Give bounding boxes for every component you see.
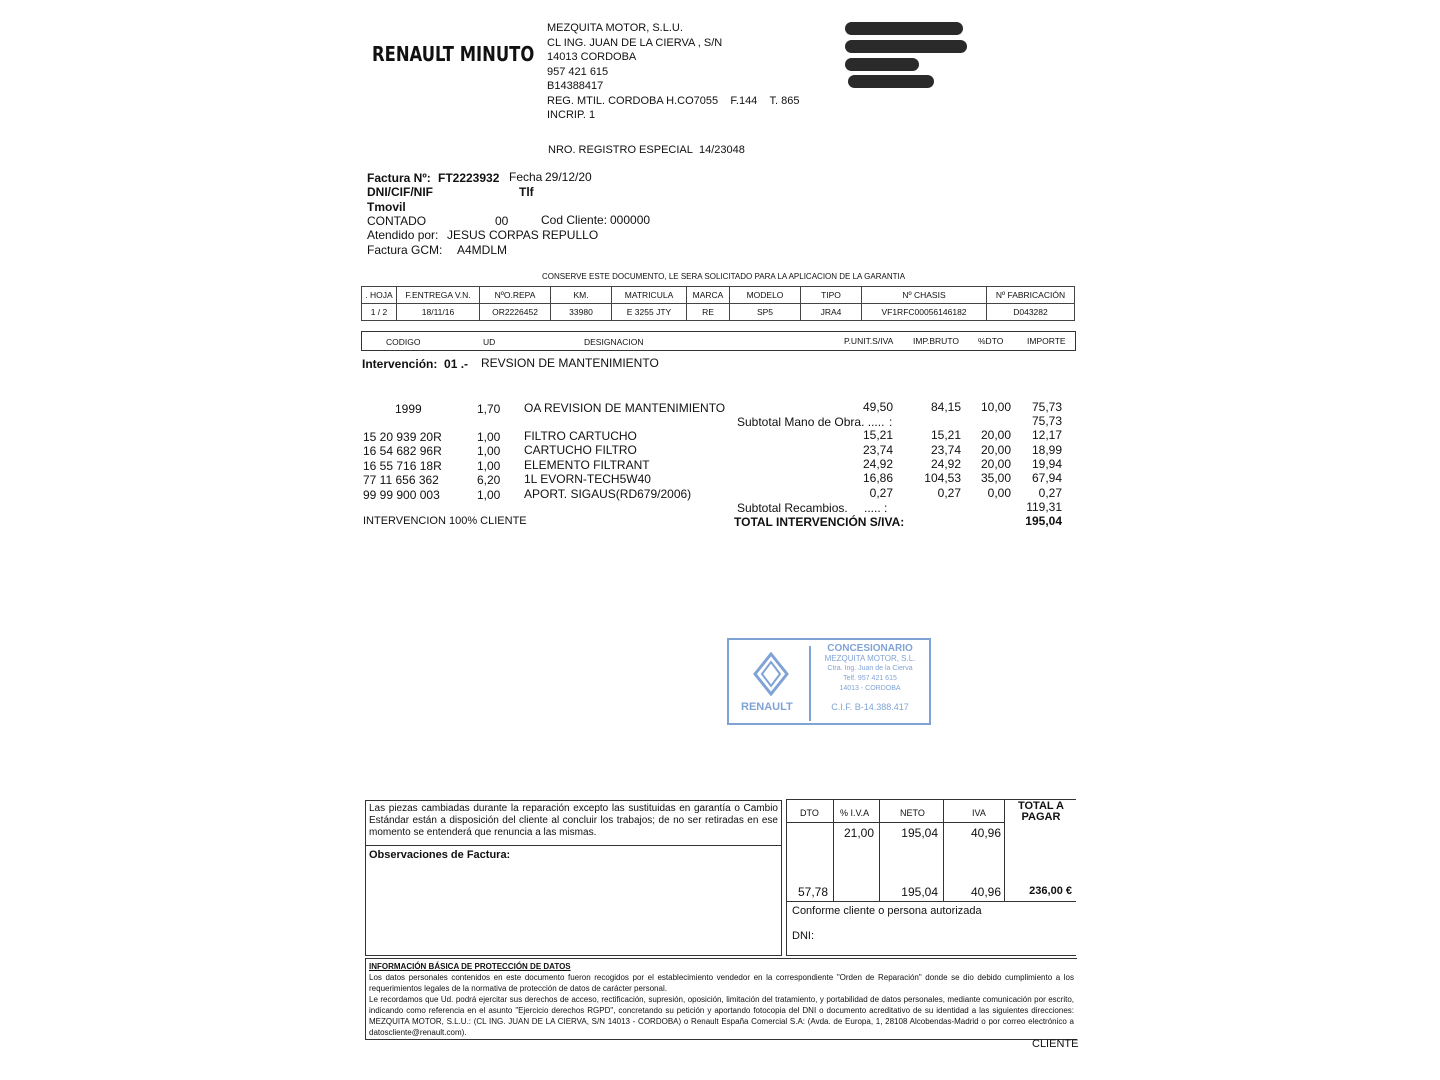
fecha-value: 29/12/20 [545, 170, 592, 184]
part-desc: APORT. SIGAUS(RD679/2006) [524, 487, 692, 501]
renault-diamond-icon [751, 652, 791, 696]
fecha-label: Fecha [509, 170, 543, 184]
privacy-paragraph-2: Le recordamos que Ud. podrá ejercitar sus derechos de acceso, rectificación, supresión, oposición, limitación del tratamiento, y portabilidad de datos personales, mediante comunicación por escrito, indicando como referencia en el asunto "Ejercicio derechos RGPD", concretando su petición y aportando fotocopia del DNI o documento acreditativo de su identidad a las siguientes direcciones: MEZQUITA MOTOR, S.L.U.: (CL ING. JUAN DE LA CIERVA, S/N 14013 - CORDOBA) o Renault España Comercial S.A: (Avda. de Europa, 1, 28108 Alcobendas-Madrid o por correo electrónico a datoscliente@renault.com). [369, 995, 1074, 1037]
redacted-customer-city [845, 58, 919, 71]
totals-row2-neto: 195,04 [901, 885, 938, 899]
totals-row1-iva-pct: 21,00 [843, 826, 874, 840]
privacy-title: INFORMACIÓN BÁSICA DE PROTECCIÓN DE DATOS [369, 962, 571, 971]
total-a-pagar-value: 236,00 € [1029, 885, 1072, 897]
part-desc: ELEMENTO FILTRANT [524, 458, 650, 472]
observaciones-box [365, 845, 782, 956]
contado-value: 00 [495, 214, 509, 228]
intervencion-label-text: Intervención: [362, 357, 438, 371]
company-line: CL ING. JUAN DE LA CIERVA , S/N [547, 36, 723, 49]
intervencion-cliente: INTERVENCION 100% CLIENTE [363, 515, 527, 527]
dni-sign-label: DNI: [792, 930, 814, 942]
value-modelo: SP5 [730, 304, 801, 321]
part-code: 77 11 656 362 [363, 473, 439, 487]
subtotal-recambios-value: 119,31 [1026, 500, 1062, 514]
totals-header-iva-pct: % I.V.A [840, 808, 870, 818]
col-codigo: CODIGO [386, 337, 421, 347]
atendido-label: Atendido por: [367, 228, 439, 242]
stamp-line: MEZQUITA MOTOR, S.L. [824, 654, 916, 663]
part-importe: 0,27 [1038, 486, 1062, 500]
header-fabricacion: Nº FABRICACIÓN [987, 287, 1075, 304]
part-punit: 24,92 [862, 457, 893, 471]
redacted-customer-street [845, 40, 967, 53]
col-bruto: IMP.BRUTO [913, 336, 959, 346]
header-entrega: F.ENTREGA V.N. [397, 287, 480, 304]
header-tipo: TIPO [801, 287, 862, 304]
registro-especial-label: NRO. REGISTRO ESPECIAL [548, 144, 693, 156]
totals-row1-neto: 195,04 [901, 826, 938, 840]
stamp-line: C.I.F. B-14.388.417 [831, 702, 909, 712]
part-punit: 16,86 [862, 471, 893, 485]
part-importe: 67,94 [1031, 471, 1062, 485]
registry-mercantil: REG. MTIL. CORDOBA H.CO7055 [547, 94, 719, 107]
part-dto: 20,00 [980, 428, 1011, 442]
col-dto: %DTO [978, 336, 1004, 346]
gcm-label: Factura GCM: [367, 243, 443, 257]
col-ud: UD [483, 337, 496, 347]
company-line: 957 421 615 [547, 65, 609, 78]
part-bruto: 0,27 [937, 486, 961, 500]
registry-tomo: T. 865 [769, 94, 800, 107]
cod-cliente-label: Cod Cliente: [541, 213, 608, 227]
value-chasis: VF1RFC00056146182 [862, 304, 987, 321]
part-code: 16 54 682 96R [363, 444, 442, 458]
company-registry [547, 94, 800, 109]
labour-importe: 75,73 [1031, 400, 1062, 414]
labour-bruto: 84,15 [930, 400, 961, 414]
intervencion-label [362, 357, 468, 371]
labour-punit: 49,50 [862, 400, 893, 414]
part-dto: 20,00 [980, 443, 1011, 457]
part-desc: 1L EVORN-TECH5W40 [524, 472, 651, 486]
part-punit: 23,74 [862, 443, 893, 457]
redacted-customer-province [848, 75, 934, 88]
intervencion-title: REVSION DE MANTENIMIENTO [481, 356, 659, 370]
part-code: 16 55 716 18R [363, 459, 442, 473]
totals-header-dto: DTO [800, 808, 819, 818]
registry-folio: F.144 [730, 94, 758, 107]
company-line: 14013 CORDOBA [547, 51, 637, 63]
company-line: B14388417 [547, 80, 604, 92]
value-entrega: 18/11/16 [397, 304, 480, 321]
part-dto: 20,00 [980, 457, 1011, 471]
tlf-label: Tlf [519, 185, 534, 199]
stamp-text [815, 644, 925, 712]
stamp-line: CONCESIONARIO [827, 643, 913, 654]
part-punit: 0,27 [869, 486, 893, 500]
header-orepa: NºO.REPA [480, 287, 551, 304]
stamp-line: 14013 - CORDOBA [839, 685, 901, 692]
col-designacion: DESIGNACION [584, 337, 644, 347]
col-importe: IMPORTE [1027, 336, 1066, 346]
part-ud: 6,20 [477, 473, 501, 487]
part-bruto: 15,21 [930, 428, 961, 442]
lines-header [361, 331, 1076, 351]
value-fabricacion: D043282 [987, 304, 1075, 321]
col-punit: P.UNIT.S/IVA [844, 336, 894, 346]
labour-ud: 1,70 [477, 402, 501, 416]
totals-row2-iva: 40,96 [970, 885, 1001, 899]
subtotal-recambios-label: Subtotal Recambios. [737, 501, 848, 515]
intervencion-number: 01 .- [444, 357, 469, 371]
privacy-box [365, 958, 1077, 1040]
part-dto: 0,00 [987, 486, 1011, 500]
part-importe: 12,17 [1031, 428, 1062, 442]
part-importe: 18,99 [1031, 443, 1062, 457]
value-marca: RE [687, 304, 730, 321]
company-line: MEZQUITA MOTOR, S.L.U. [547, 22, 683, 34]
dealer-stamp [727, 638, 931, 725]
part-bruto: 23,74 [930, 443, 961, 457]
part-importe: 19,94 [1031, 457, 1062, 471]
dni-label: DNI/CIF/NIF [367, 185, 433, 199]
stamp-line: Ctra. Ing. Juan de la Cierva [827, 665, 913, 672]
labour-code: 1999 [395, 402, 422, 416]
cod-cliente-value: 000000 [610, 213, 651, 227]
subtotal-mano-value: 75,73 [1031, 414, 1062, 428]
totals-header-total: TOTAL A PAGAR [1017, 800, 1065, 823]
totals-row1-iva: 40,96 [970, 826, 1001, 840]
subtotal-recambios-dots: ..... : [864, 501, 888, 515]
total-intervencion-label: TOTAL INTERVENCIÓN S/IVA: [734, 515, 905, 529]
header-km: KM. [551, 287, 612, 304]
tmovil-label: Tmovil [367, 200, 406, 214]
observaciones-label: Observaciones de Factura: [369, 849, 511, 861]
part-bruto: 24,92 [930, 457, 961, 471]
part-code: 15 20 939 20R [363, 430, 442, 444]
totals-row2-dto: 57,78 [797, 885, 828, 899]
stamp-brand: RENAULT [741, 701, 793, 713]
part-code: 99 99 900 003 [363, 488, 440, 502]
header-hoja: . HOJA [362, 287, 397, 304]
redacted-customer-name [845, 22, 963, 35]
subtotal-mano-label: Subtotal Mano de Obra. ..... [737, 415, 885, 429]
value-tipo: JRA4 [801, 304, 862, 321]
copy-label: CLIENTE [1032, 1038, 1079, 1050]
part-ud: 1,00 [477, 459, 501, 473]
brand-logo: RENAULT MINUTO [372, 42, 535, 66]
header-chasis: Nº CHASIS [862, 287, 987, 304]
part-ud: 1,00 [477, 488, 501, 502]
stamp-logo-panel [729, 646, 811, 721]
factura-label: Factura Nº: [367, 171, 431, 185]
labour-desc: OA REVISION DE MANTENIMIENTO [524, 401, 726, 415]
stamp-line: Telf. 957 421 615 [843, 675, 897, 682]
disclaimer-text: Las piezas cambiadas durante la reparación excepto las sustituidas en garantía o Cambio Estándar están a disposición del cliente al concluir los trabajos; de no ser retiradas en ese momento se entenderá que renuncia a las mismas. [369, 803, 778, 838]
labour-dto: 10,00 [980, 400, 1011, 414]
factura-value: FT2223932 [438, 171, 500, 185]
value-orepa: OR2226452 [480, 304, 551, 321]
part-ud: 1,00 [477, 444, 501, 458]
registro-especial [548, 144, 745, 156]
contado-label: CONTADO [367, 214, 427, 228]
value-km: 33980 [551, 304, 612, 321]
atendido-value: JESUS CORPAS REPULLO [447, 228, 599, 242]
registro-especial-value: 14/23048 [699, 144, 745, 156]
part-bruto: 104,53 [924, 471, 961, 485]
vehicle-value-row [362, 304, 1075, 321]
part-desc: CARTUCHO FILTRO [524, 443, 637, 457]
subtotal-mano-colon: : [889, 415, 893, 429]
header-matricula: MATRICULA [612, 287, 687, 304]
part-punit: 15,21 [862, 428, 893, 442]
privacy-paragraph-1: Los datos personales contenidos en este documento fueron recogidos por el establecimiento vendedor en la correspondiente "Orden de Reparación" donde se dio debido cumplimiento a los requerimientos legales de la normativa de protección de datos de carácter personal. [369, 973, 1074, 993]
value-matricula: E 3255 JTY [612, 304, 687, 321]
vehicle-header-row [362, 287, 1075, 304]
warranty-notice: CONSERVE ESTE DOCUMENTO, LE SERA SOLICITADO PARA LA APLICACION DE LA GARANTIA [542, 272, 906, 281]
value-hoja: 1 / 2 [362, 304, 397, 321]
part-dto: 35,00 [980, 471, 1011, 485]
vehicle-table [361, 286, 1075, 321]
company-block [547, 21, 800, 123]
totals-header-neto: NETO [900, 808, 925, 818]
totals-header-iva: IVA [972, 808, 986, 818]
part-ud: 1,00 [477, 430, 501, 444]
total-intervencion-value: 195,04 [1025, 514, 1062, 528]
conforme-label: Conforme cliente o persona autorizada [792, 905, 982, 917]
company-incrip: INCRIP. 1 [547, 109, 596, 121]
disclaimer-box [365, 800, 782, 846]
part-desc: FILTRO CARTUCHO [524, 429, 637, 443]
header-marca: MARCA [687, 287, 730, 304]
gcm-value: A4MDLM [457, 243, 508, 257]
header-modelo: MODELO [730, 287, 801, 304]
